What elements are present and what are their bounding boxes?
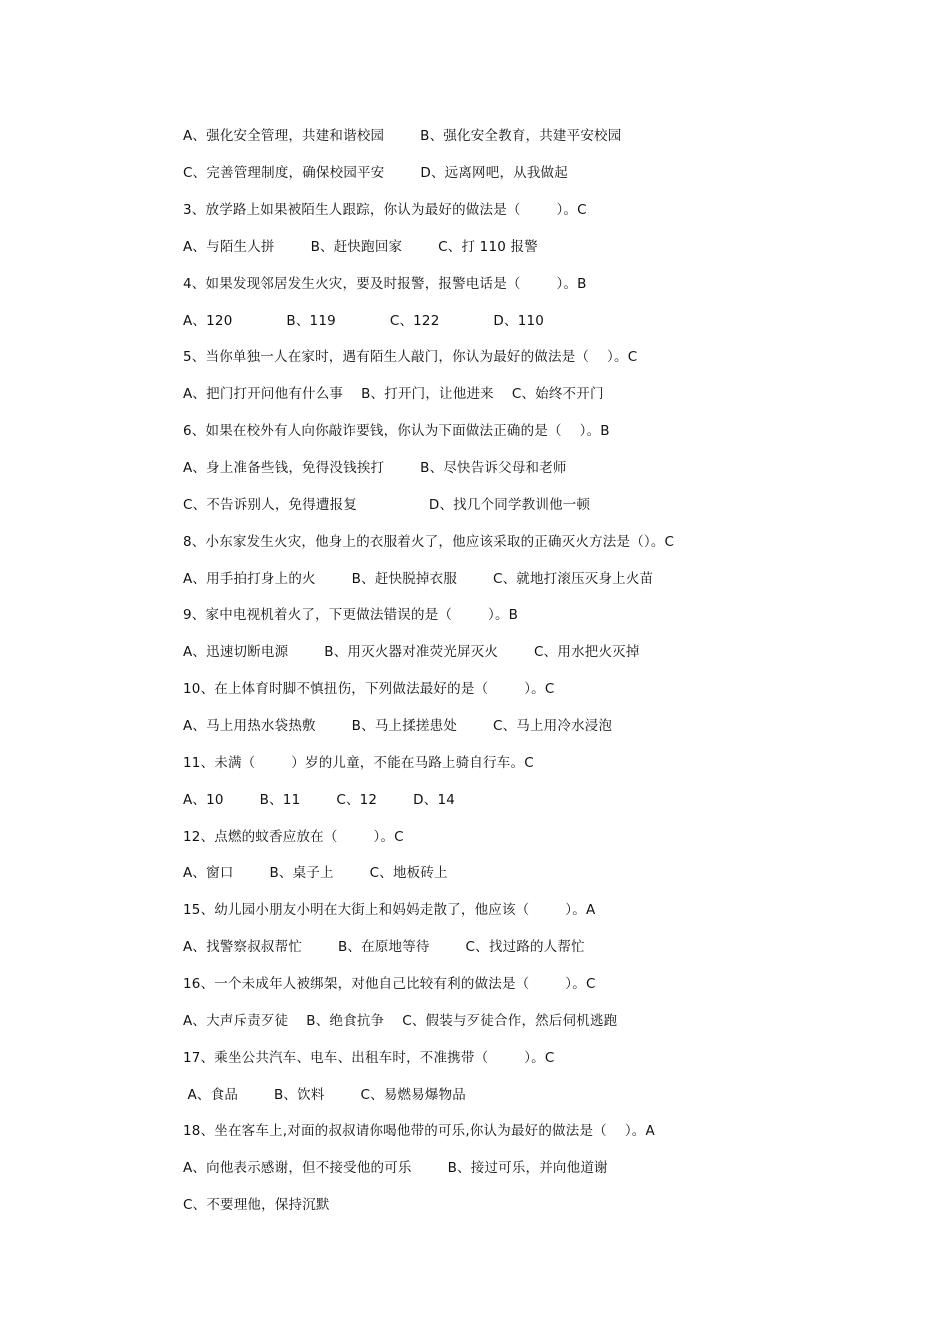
answer-options: A、食品 B、饮料 C、易燃易爆物品	[183, 1087, 466, 1103]
question-8: 8、小东家发生火灾，他身上的衣服着火了，他应该采取的正确灭火方法是（）。C	[183, 534, 675, 550]
answer-options: A、120 B、119 C、122 D、110	[183, 313, 545, 329]
answer-options: A、把门打开问他有什么事 B、打开门，让他进来 C、始终不开门	[183, 386, 604, 402]
question-16: 16、一个未成年人被绑架，对他自己比较有利的做法是（ ）。C	[183, 976, 596, 992]
question-12: 12、点燃的蚊香应放在（ ）。C	[183, 829, 404, 845]
answer-options: A、迅速切断电源 B、用灭火器对准荧光屏灭火 C、用水把火灭掉	[183, 644, 640, 660]
question-15: 15、幼儿园小朋友小明在大街上和妈妈走散了，他应该（ ）。A	[183, 902, 596, 918]
answer-options: A、10 B、11 C、12 D、14	[183, 792, 456, 808]
answer-options: A、马上用热水袋热敷 B、马上揉搓患处 C、马上用冷水浸泡	[183, 718, 613, 734]
question-3: 3、放学路上如果被陌生人跟踪，你认为最好的做法是（ ）。C	[183, 202, 587, 218]
answer-options: A、窗口 B、桌子上 C、地板砖上	[183, 865, 448, 881]
answer-options: C、完善管理制度，确保校园平安 D、远离网吧，从我做起	[183, 165, 568, 181]
question-5: 5、当你单独一人在家时，遇有陌生人敲门，你认为最好的做法是（ ）。C	[183, 349, 638, 365]
answer-options: A、用手拍打身上的火 B、赶快脱掉衣服 C、就地打滚压灭身上火苗	[183, 571, 654, 587]
question-10: 10、在上体育时脚不慎扭伤，下列做法最好的是（ ）。C	[183, 681, 555, 697]
answer-options: C、不告诉别人，免得遭报复 D、找几个同学教训他一顿	[183, 497, 591, 513]
answer-options: A、强化安全管理，共建和谐校园 B、强化安全教育，共建平安校园	[183, 128, 622, 144]
answer-options: A、向他表示感谢，但不接受他的可乐 B、接过可乐，并向他道谢	[183, 1160, 608, 1176]
question-6: 6、如果在校外有人向你敲诈要钱，你认为下面做法正确的是（ ）。B	[183, 423, 610, 439]
question-18: 18、坐在客车上,对面的叔叔请你喝他带的可乐,你认为最好的做法是（ ）。A	[183, 1123, 655, 1139]
answer-options: A、找警察叔叔帮忙 B、在原地等待 C、找过路的人帮忙	[183, 939, 585, 955]
question-9: 9、家中电视机着火了，下更做法错误的是（ ）。B	[183, 607, 519, 623]
answer-options: A、大声斥责歹徒 B、绝食抗争 C、假装与歹徒合作，然后伺机逃跑	[183, 1013, 618, 1029]
question-17: 17、乘坐公共汽车、电车、出租车时，不准携带（ ）。C	[183, 1050, 555, 1066]
answer-options: A、与陌生人拼 B、赶快跑回家 C、打 110 报警	[183, 239, 538, 255]
answer-options: A、身上准备些钱，免得没钱挨打 B、尽快告诉父母和老师	[183, 460, 567, 476]
answer-options: C、不要理他，保持沉默	[183, 1197, 330, 1213]
question-11: 11、未满（ ）岁的儿童，不能在马路上骑自行车。C	[183, 755, 534, 771]
question-4: 4、如果发现邻居发生火灾，要及时报警，报警电话是（ ）。B	[183, 276, 587, 292]
